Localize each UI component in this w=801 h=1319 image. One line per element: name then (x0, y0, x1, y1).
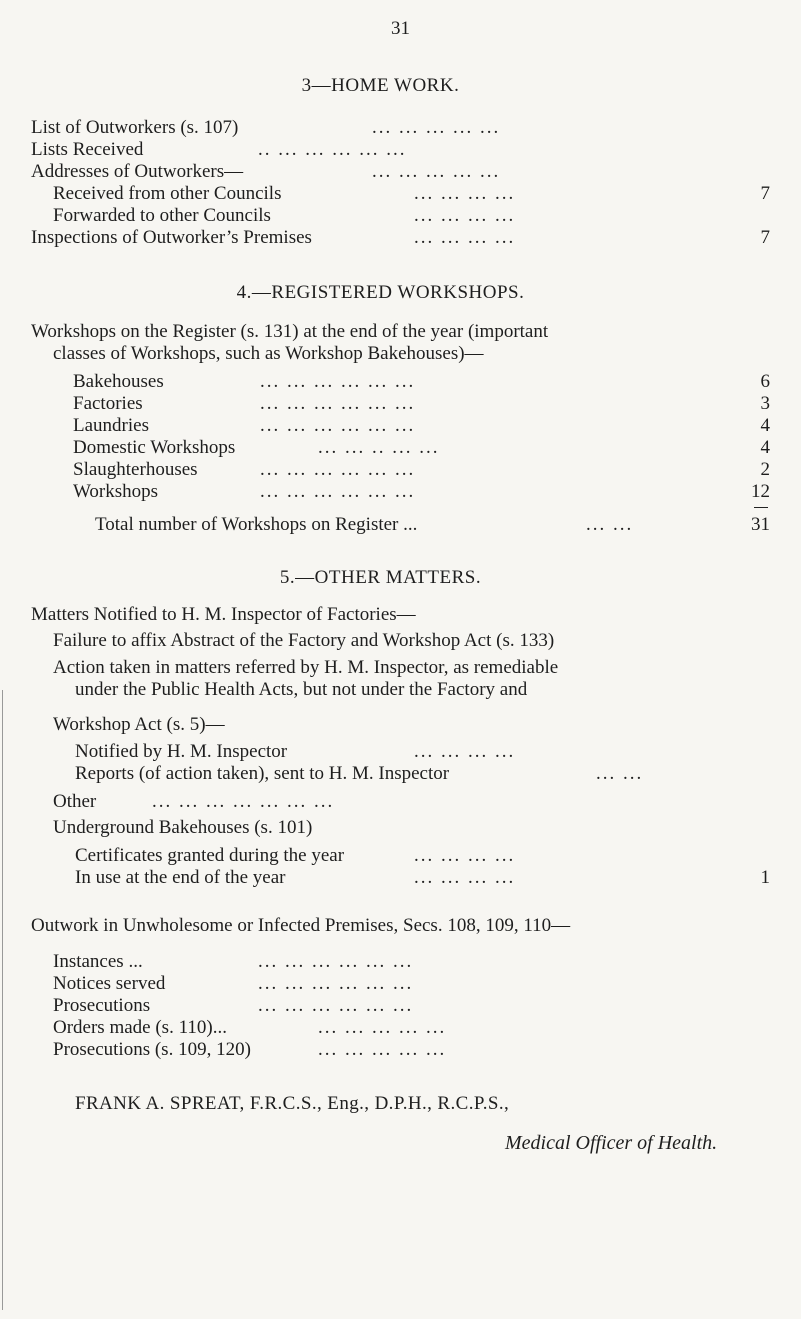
list-item-label: Instances ... (53, 951, 143, 972)
list-item-label: Factories (73, 393, 143, 414)
list-item-label: Slaughterhouses (73, 459, 198, 480)
section-heading-home-work: 3—HOME WORK. (301, 75, 460, 96)
list-item-label: Notices served (53, 973, 166, 994)
notified-heading: Matters Notified to H. M. Inspector of Factories— (31, 604, 416, 625)
leader-dots: ... ... ... ... (414, 227, 516, 248)
failure-text: Failure to affix Abstract of the Factory and Workshop Act (s. 133) (53, 630, 555, 651)
leader-dots: ... ... ... ... ... ... (260, 459, 416, 480)
leader-dots: .. ... ... ... ... ... (258, 139, 407, 160)
list-item-value: 7 (760, 183, 770, 204)
leader-dots: ... ... ... ... ... ... (258, 973, 414, 994)
list-item-label: Workshops (73, 481, 159, 502)
leader-dots: ... ... ... ... (414, 741, 516, 762)
intro-text: classes of Workshops, such as Workshop Bakehouses)— (53, 343, 484, 364)
list-item-label: Certificates granted during the year (75, 845, 345, 866)
leader-dots: ... ... ... ... (414, 183, 516, 204)
signature-name: FRANK A. SPREAT, F.R.C.S., Eng., D.P.H., R.C.P.S., (75, 1093, 510, 1114)
outwork-heading: Outwork in Unwholesome or Infected Premises, Secs. 108, 109, 110— (31, 915, 571, 936)
list-item-label: In use at the end of the year (75, 867, 286, 888)
leader-dots: ... ... ... ... ... (318, 1017, 447, 1038)
underground-heading: Underground Bakehouses (s. 101) (53, 817, 313, 838)
total-rule (754, 507, 768, 508)
total-label: Total number of Workshops on Register ... (95, 514, 418, 535)
list-item-label: Orders made (s. 110)... (53, 1017, 227, 1038)
list-item-label: Forwarded to other Councils (53, 205, 271, 226)
leader-dots: ... ... .. ... ... (318, 437, 440, 458)
leader-dots: ... ... (596, 763, 644, 784)
list-item-value: 4 (760, 437, 770, 458)
leader-dots: ... ... ... ... ... (372, 161, 501, 182)
list-item-value: 2 (760, 459, 770, 480)
list-item-value (730, 845, 770, 867)
section-heading-other-matters: 5.—OTHER MATTERS. (279, 567, 482, 588)
leader-dots: ... ... ... ... (414, 867, 516, 888)
total-value: 31 (751, 514, 770, 535)
list-item-label: Prosecutions (s. 109, 120) (53, 1039, 251, 1060)
list-item-value (730, 117, 770, 139)
list-item-value (730, 161, 770, 183)
list-item-label: Addresses of Outworkers— (31, 161, 244, 182)
page-number: 31 (391, 18, 410, 39)
leader-dots: ... ... ... ... ... (318, 1039, 447, 1060)
list-item-label: Bakehouses (73, 371, 164, 392)
list-item-value: 4 (760, 415, 770, 436)
leader-dots: ... ... ... ... ... ... (258, 995, 414, 1016)
list-item-label: Domestic Workshops (73, 437, 236, 458)
list-item-label: Lists Received (31, 139, 144, 160)
list-item-label: List of Outworkers (s. 107) (31, 117, 239, 138)
intro-text: Workshops on the Register (s. 131) at the end of the year (important (31, 321, 549, 342)
leader-dots: ... ... ... ... ... ... (260, 371, 416, 392)
list-item-value (730, 205, 770, 227)
list-item-value (730, 139, 770, 161)
list-item-label: Notified by H. M. Inspector (75, 741, 288, 762)
list-item-value: 1 (760, 867, 770, 888)
leader-dots: ... ... ... ... ... ... (260, 393, 416, 414)
list-item-value: 3 (760, 393, 770, 414)
action-text: Workshop Act (s. 5)— (53, 714, 225, 735)
action-text: Action taken in matters referred by H. M. Inspector, as remediable (53, 657, 559, 678)
list-item-value: 6 (760, 371, 770, 392)
leader-dots: ... ... (586, 514, 634, 535)
list-item-value (730, 763, 770, 785)
leader-dots: ... ... ... ... (414, 845, 516, 866)
leader-dots: ... ... ... ... (414, 205, 516, 226)
list-item-label: Prosecutions (53, 995, 151, 1016)
list-item-label: Inspections of Outworker’s Premises (31, 227, 312, 248)
left-margin-line (2, 690, 3, 1310)
leader-dots: ... ... ... ... ... ... (260, 481, 416, 502)
list-item-label: Laundries (73, 415, 149, 436)
leader-dots: ... ... ... ... ... ... (258, 951, 414, 972)
action-text: under the Public Health Acts, but not under the Factory and (75, 679, 528, 700)
leader-dots: ... ... ... ... ... (372, 117, 501, 138)
other-label: Other (53, 791, 97, 812)
list-item-value: 12 (751, 481, 770, 502)
leader-dots: ... ... ... ... ... ... (260, 415, 416, 436)
signature-title: Medical Officer of Health. (505, 1132, 718, 1154)
list-item-value (730, 741, 770, 763)
section-heading-registered-workshops: 4.—REGISTERED WORKSHOPS. (236, 282, 525, 303)
list-item-label: Received from other Councils (53, 183, 282, 204)
leader-dots: ... ... ... ... ... ... ... (152, 791, 335, 812)
list-item-value: 7 (760, 227, 770, 248)
list-item-label: Reports (of action taken), sent to H. M. Inspector (75, 763, 450, 784)
